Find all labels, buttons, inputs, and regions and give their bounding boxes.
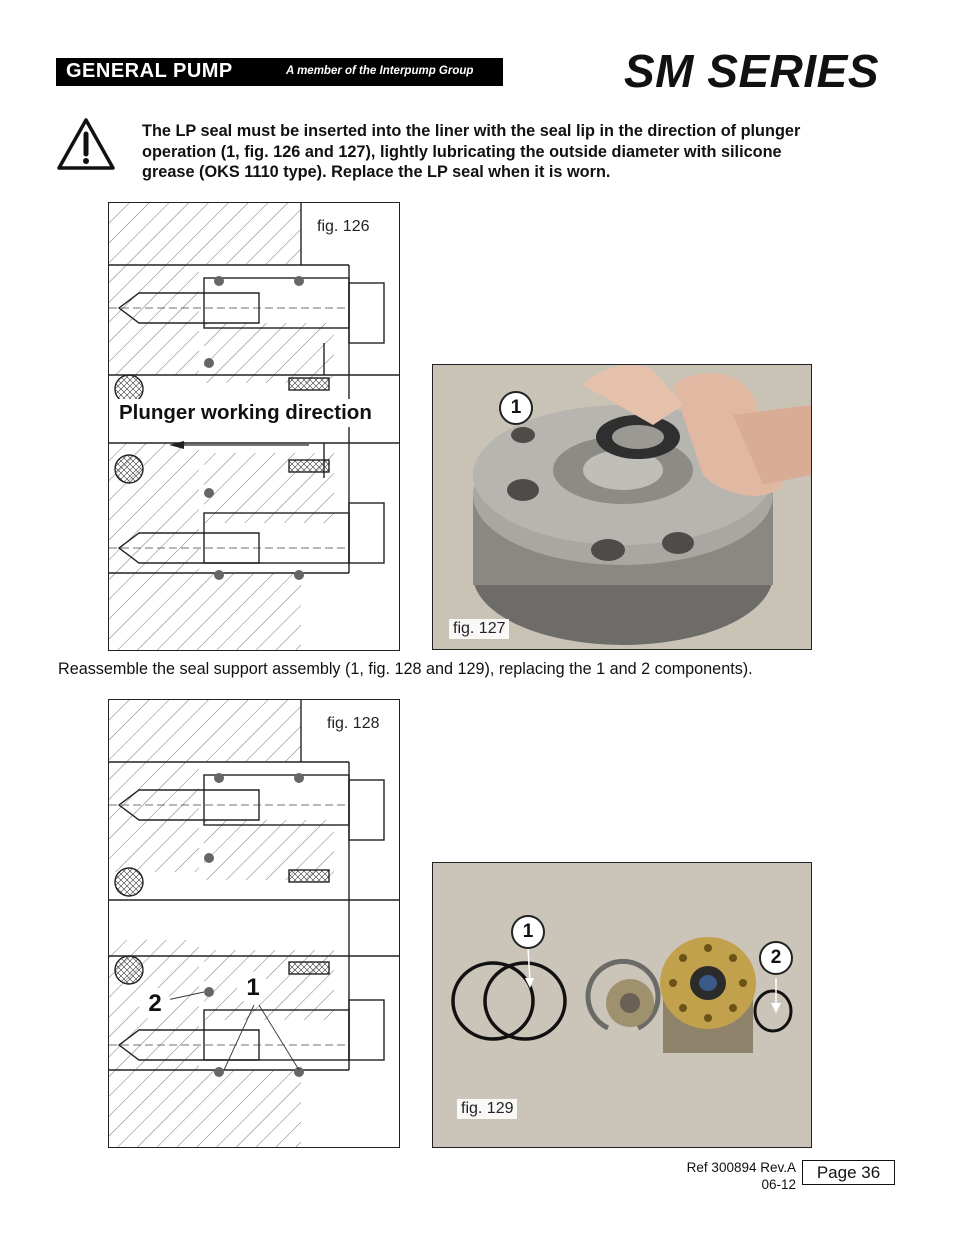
seal-liner-photo bbox=[433, 365, 811, 649]
fig-128-drawing bbox=[108, 699, 400, 1148]
fig-128-label: fig. 128 bbox=[323, 714, 383, 734]
page-number: Page 36 bbox=[802, 1160, 895, 1185]
fig-129-photo bbox=[432, 862, 812, 1148]
callout-1: 1 bbox=[511, 915, 545, 949]
warning-line: The LP seal must be inserted into the liner with the seal lip in the direction of plunger bbox=[142, 122, 801, 140]
fig-127-photo bbox=[432, 364, 812, 650]
callout-2: 2 bbox=[759, 941, 793, 975]
series-title: SM SERIES bbox=[624, 45, 880, 97]
reassemble-instruction: Reassemble the seal support assembly (1, fig. 128 and 129), replacing the 1 and 2 components). bbox=[58, 660, 753, 678]
fig-129-label: fig. 129 bbox=[457, 1099, 517, 1119]
fig-127-label: fig. 127 bbox=[449, 619, 509, 639]
warning-text bbox=[142, 121, 862, 183]
ref-number: Ref 300894 Rev.A bbox=[686, 1160, 796, 1175]
document-reference bbox=[640, 1159, 796, 1193]
fig-126-label: fig. 126 bbox=[313, 217, 373, 237]
revision-date: 06-12 bbox=[761, 1177, 796, 1192]
section-drawing-128 bbox=[109, 700, 399, 1147]
callout-1: 1 bbox=[237, 972, 269, 1004]
brand-name: GENERAL PUMP bbox=[66, 60, 233, 82]
warning-line: grease (OKS 1110 type). Replace the LP seal when it is worn. bbox=[142, 163, 611, 181]
brand-bar bbox=[56, 58, 503, 86]
brand-tagline: A member of the Interpump Group bbox=[286, 65, 474, 77]
callout-1: 1 bbox=[499, 391, 533, 425]
warning-triangle-icon bbox=[56, 116, 116, 172]
plunger-direction-label: Plunger working direction bbox=[113, 399, 395, 427]
callout-2: 2 bbox=[139, 988, 171, 1020]
warning-line: operation (1, fig. 126 and 127), lightly lubricating the outside diameter with silicone bbox=[142, 142, 782, 161]
fig-126-drawing bbox=[108, 202, 400, 651]
